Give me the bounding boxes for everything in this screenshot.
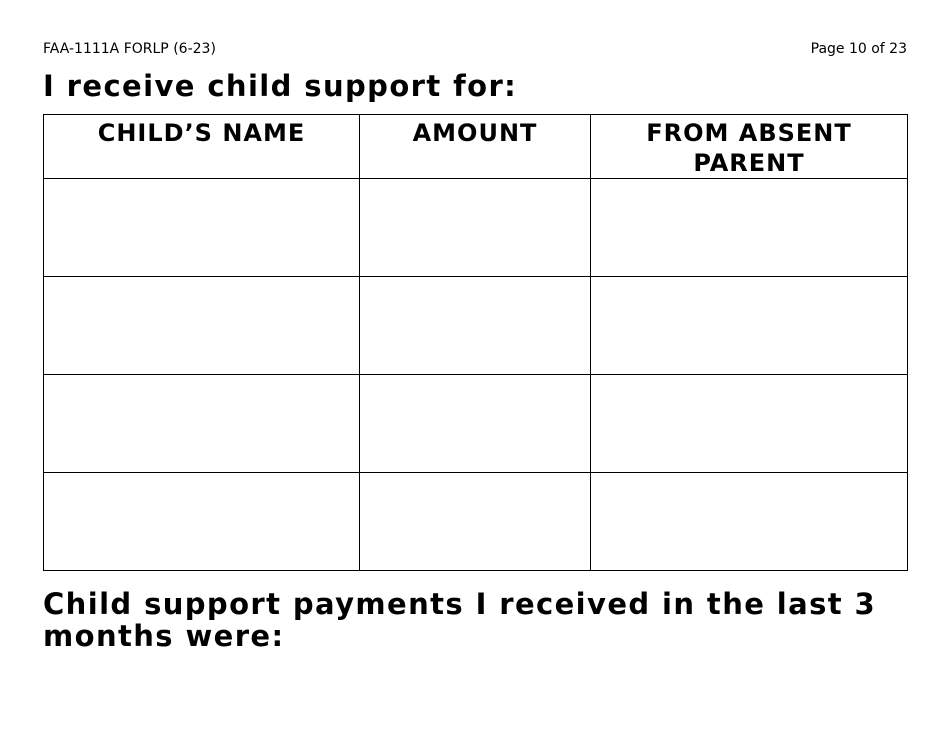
- absent-parent-cell[interactable]: [591, 277, 908, 375]
- column-header-childs-name: CHILD’S NAME: [44, 115, 360, 179]
- form-id: FAA-1111A FORLP (6-23): [43, 41, 216, 57]
- table-row: [44, 375, 908, 473]
- table-header-row: [44, 115, 908, 179]
- childs-name-cell[interactable]: [44, 277, 360, 375]
- amount-cell[interactable]: [360, 375, 591, 473]
- childs-name-cell[interactable]: [44, 473, 360, 571]
- amount-cell[interactable]: [360, 179, 591, 277]
- absent-parent-cell[interactable]: [591, 473, 908, 571]
- table-row: [44, 473, 908, 571]
- page-number: Page 10 of 23: [810, 41, 907, 57]
- childs-name-cell[interactable]: [44, 375, 360, 473]
- absent-parent-cell[interactable]: [591, 179, 908, 277]
- table-row: [44, 179, 908, 277]
- absent-parent-cell[interactable]: [591, 375, 908, 473]
- amount-cell[interactable]: [360, 277, 591, 375]
- child-support-heading: I receive child support for:: [43, 69, 518, 103]
- payments-heading: Child support payments I received in the last 3 months were:: [43, 587, 877, 653]
- childs-name-cell[interactable]: [44, 179, 360, 277]
- amount-cell[interactable]: [360, 473, 591, 571]
- column-header-amount: AMOUNT: [360, 115, 591, 179]
- child-support-table: [43, 114, 908, 571]
- column-header-from-absent-parent: FROM ABSENT PARENT: [591, 115, 908, 179]
- table-row: [44, 277, 908, 375]
